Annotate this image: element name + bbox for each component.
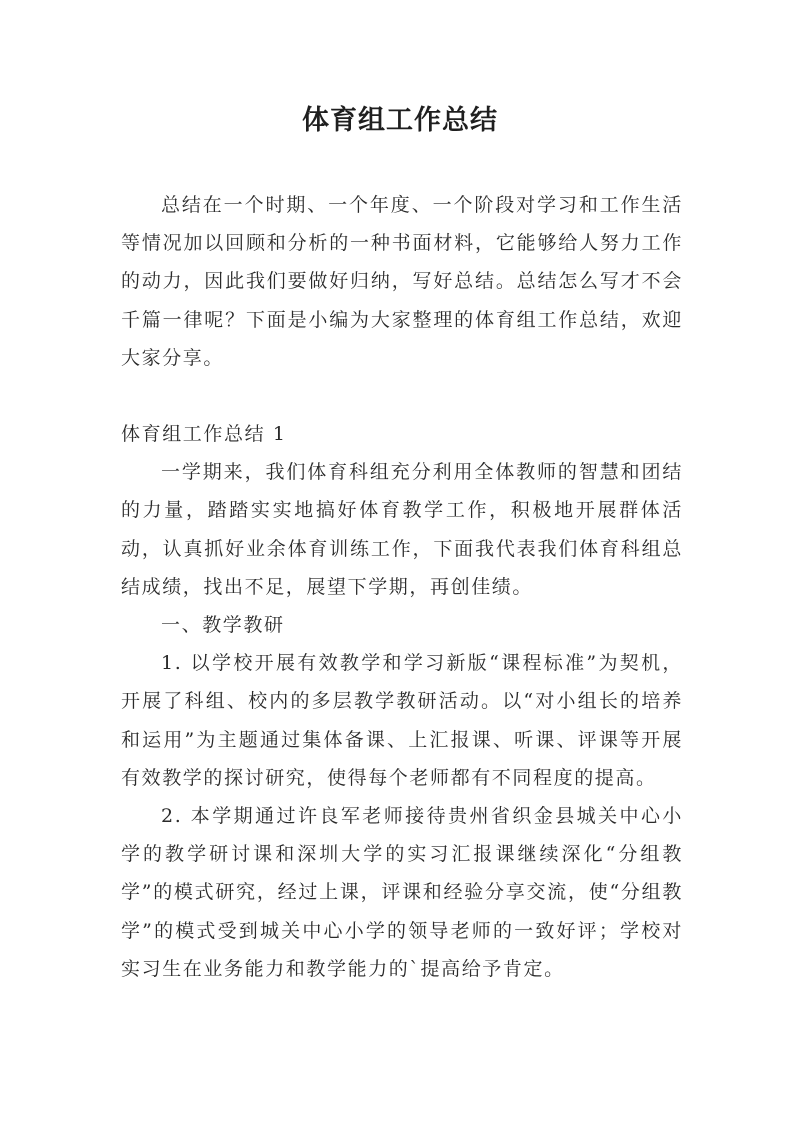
blank-line — [121, 377, 683, 415]
subheading: 一、教学教研 — [161, 614, 285, 637]
intro-paragraph: 总结在一个时期、一个年度、一个阶段对学习和工作生活等情况加以回顾和分析的一种书面材料，它能够给人努力工作的动力，因此我们要做好归纳，写好总结。总结怎么写才不会千篇一律呢？下面是小编为大家整理的体育组工作总结，欢迎大家分享。 — [121, 194, 683, 369]
list-item-1: 1. 以学校开展有效教学和学习新版“课程标准”为契机，开展了科组、校内的多层教学教研活动。以“对小组长的培养和运用”为主题通过集体备课、上汇报课、听课、评课等开展有效教学的探讨研究，使得每个老师都有不同程度的提高。 — [121, 652, 683, 789]
section-paragraph: 一学期来，我们体育科组充分利用全体教师的智慧和团结的力量，踏踏实实地搞好体育教学工作，积极地开展群体活动，认真抓好业余体育训练工作，下面我代表我们体育科组总结成绩，找出不足，展望下学期，再创佳绩。 — [121, 461, 683, 598]
section-title: 体育组工作总结 1 — [121, 423, 287, 446]
list-item-2: 2. 本学期通过许良军老师接待贵州省织金县城关中心小学的教学研讨课和深圳大学的实习汇报课继续深化“分组教学”的模式研究，经过上课，评课和经验分享交流，使“分组教学”的模式受到城关中心小学的领导老师的一致好评；学校对实习生在业务能力和教学能力的`提高给予肯定。 — [121, 805, 683, 980]
document-title: 体育组工作总结 — [302, 105, 498, 136]
document-body — [121, 186, 683, 988]
